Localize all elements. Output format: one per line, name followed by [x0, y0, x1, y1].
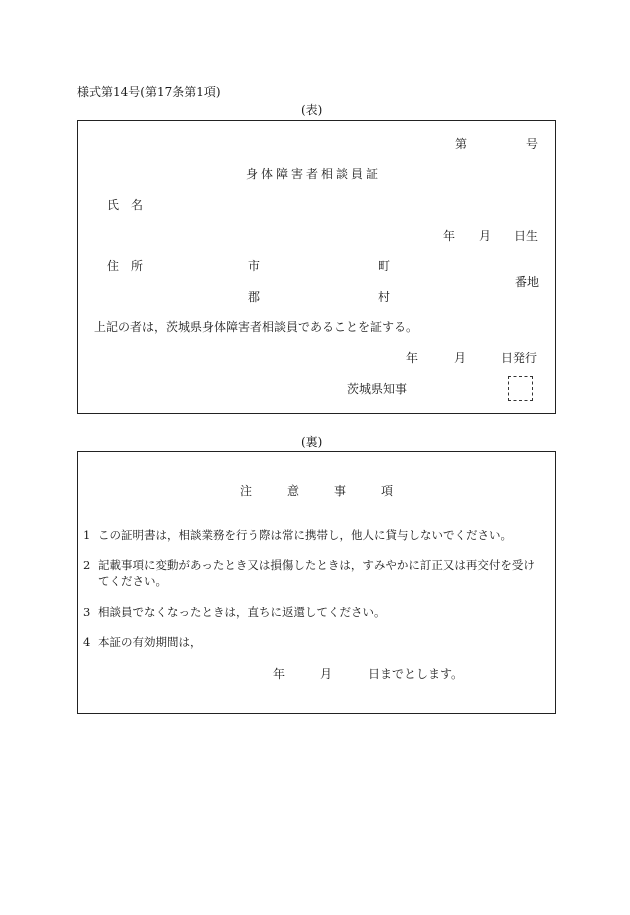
valid-month: 月 — [320, 667, 333, 681]
village-label: 村 — [378, 290, 391, 304]
notice-title-char-3: 事 — [334, 484, 347, 498]
notice-item-2-number: 2 — [83, 558, 91, 572]
back-side-label: (裏) — [301, 435, 323, 449]
district-label: 郡 — [248, 290, 261, 304]
front-card — [77, 120, 556, 414]
notice-item-1-text: この証明書は，相談業務を行う際は常に携帯し，他人に貸与しないでください。 — [98, 528, 512, 542]
number-go: 号 — [526, 137, 539, 151]
notice-item-1-number: 1 — [83, 528, 91, 542]
notice-item-2-text-cont: てください。 — [98, 574, 167, 588]
city-label: 市 — [248, 259, 261, 273]
issue-month: 月 — [454, 351, 467, 365]
notice-item-3-number: 3 — [83, 605, 91, 619]
issue-day: 日発行 — [501, 351, 538, 365]
banchi-label: 番地 — [515, 275, 540, 289]
form-label: 様式第14号(第17条第1項) — [77, 85, 221, 99]
address-label: 住 所 — [107, 259, 144, 273]
notice-item-4-text: 本証の有効期間は， — [98, 635, 202, 649]
governor-label: 茨城県知事 — [347, 382, 408, 396]
notice-item-4-number: 4 — [83, 635, 91, 649]
issue-year: 年 — [406, 351, 419, 365]
notice-item-3-text: 相談員でなくなったときは，直ちに返還してください。 — [98, 605, 386, 619]
town-label: 町 — [378, 259, 391, 273]
number-dai: 第 — [455, 137, 468, 151]
notice-title-char-4: 項 — [381, 484, 394, 498]
name-label: 氏 名 — [107, 198, 144, 212]
seal-box — [508, 376, 533, 401]
birth-month: 月 — [479, 229, 492, 243]
birth-day: 日生 — [514, 229, 539, 243]
birth-year: 年 — [443, 229, 456, 243]
notice-title-char-1: 注 — [240, 484, 253, 498]
certify-text: 上記の者は，茨城県身体障害者相談員であることを証する。 — [94, 320, 419, 334]
valid-year: 年 — [273, 667, 286, 681]
notice-title-char-2: 意 — [287, 484, 300, 498]
valid-day: 日までとします。 — [368, 667, 464, 681]
notice-item-2-text: 記載事項に変動があったとき又は損傷したときは，すみやかに訂正又は再交付を受け — [98, 558, 535, 572]
front-title: 身体障害者相談員証 — [246, 167, 382, 181]
front-side-label: (表) — [301, 103, 323, 117]
